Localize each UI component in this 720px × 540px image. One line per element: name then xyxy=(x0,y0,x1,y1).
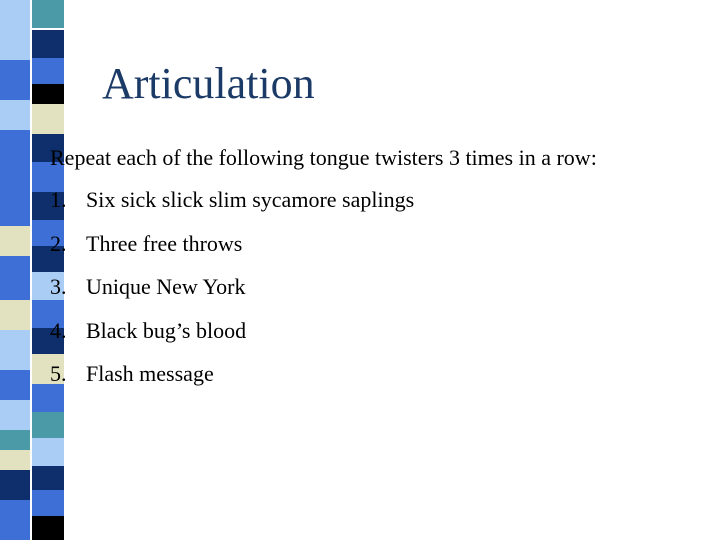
stripe-band xyxy=(0,300,30,330)
list-number: 5. xyxy=(50,361,67,386)
list-item xyxy=(50,186,414,230)
list-item xyxy=(50,230,414,274)
stripe-band xyxy=(32,0,64,28)
list-item-text: Unique New York xyxy=(86,274,246,299)
list-number: 2. xyxy=(50,230,67,256)
stripe-band xyxy=(0,330,30,370)
tongue-twister-list xyxy=(50,186,414,404)
stripe-band xyxy=(0,226,30,256)
stripe-band xyxy=(32,466,64,490)
list-item-text: Three free throws xyxy=(86,230,243,256)
stripe-band xyxy=(32,30,64,58)
stripe-band xyxy=(0,450,30,470)
stripe-band xyxy=(32,412,64,438)
intro-text: Repeat each of the following tongue twisters 3 times in a row: xyxy=(50,145,597,170)
stripe-band xyxy=(0,256,30,300)
stripe-band xyxy=(32,438,64,466)
list-item-text: Six sick slick slim sycamore saplings xyxy=(86,187,415,212)
stripe-band xyxy=(0,100,30,130)
stripe-band xyxy=(32,104,64,134)
stripe-band xyxy=(0,400,30,430)
list-number: 1. xyxy=(50,187,67,212)
stripe-band xyxy=(32,84,64,104)
stripe-band xyxy=(0,470,30,500)
stripe-band xyxy=(0,60,30,100)
list-item xyxy=(50,317,414,361)
list-number: 3. xyxy=(50,274,67,299)
stripe-band xyxy=(32,58,64,84)
stripe-band xyxy=(30,0,32,540)
stripe-band xyxy=(0,430,30,450)
list-item-text: Black bug’s blood xyxy=(86,317,247,343)
slide-title: Articulation xyxy=(102,59,315,108)
stripe-band xyxy=(32,490,64,516)
stripe-band xyxy=(0,0,30,60)
list-item xyxy=(50,360,414,404)
stripe-band xyxy=(0,500,30,540)
list-item xyxy=(50,273,414,317)
stripe-band xyxy=(0,160,30,200)
list-item-text: Flash message xyxy=(86,361,214,386)
stripe-band xyxy=(32,516,64,540)
list-number: 4. xyxy=(50,317,67,343)
